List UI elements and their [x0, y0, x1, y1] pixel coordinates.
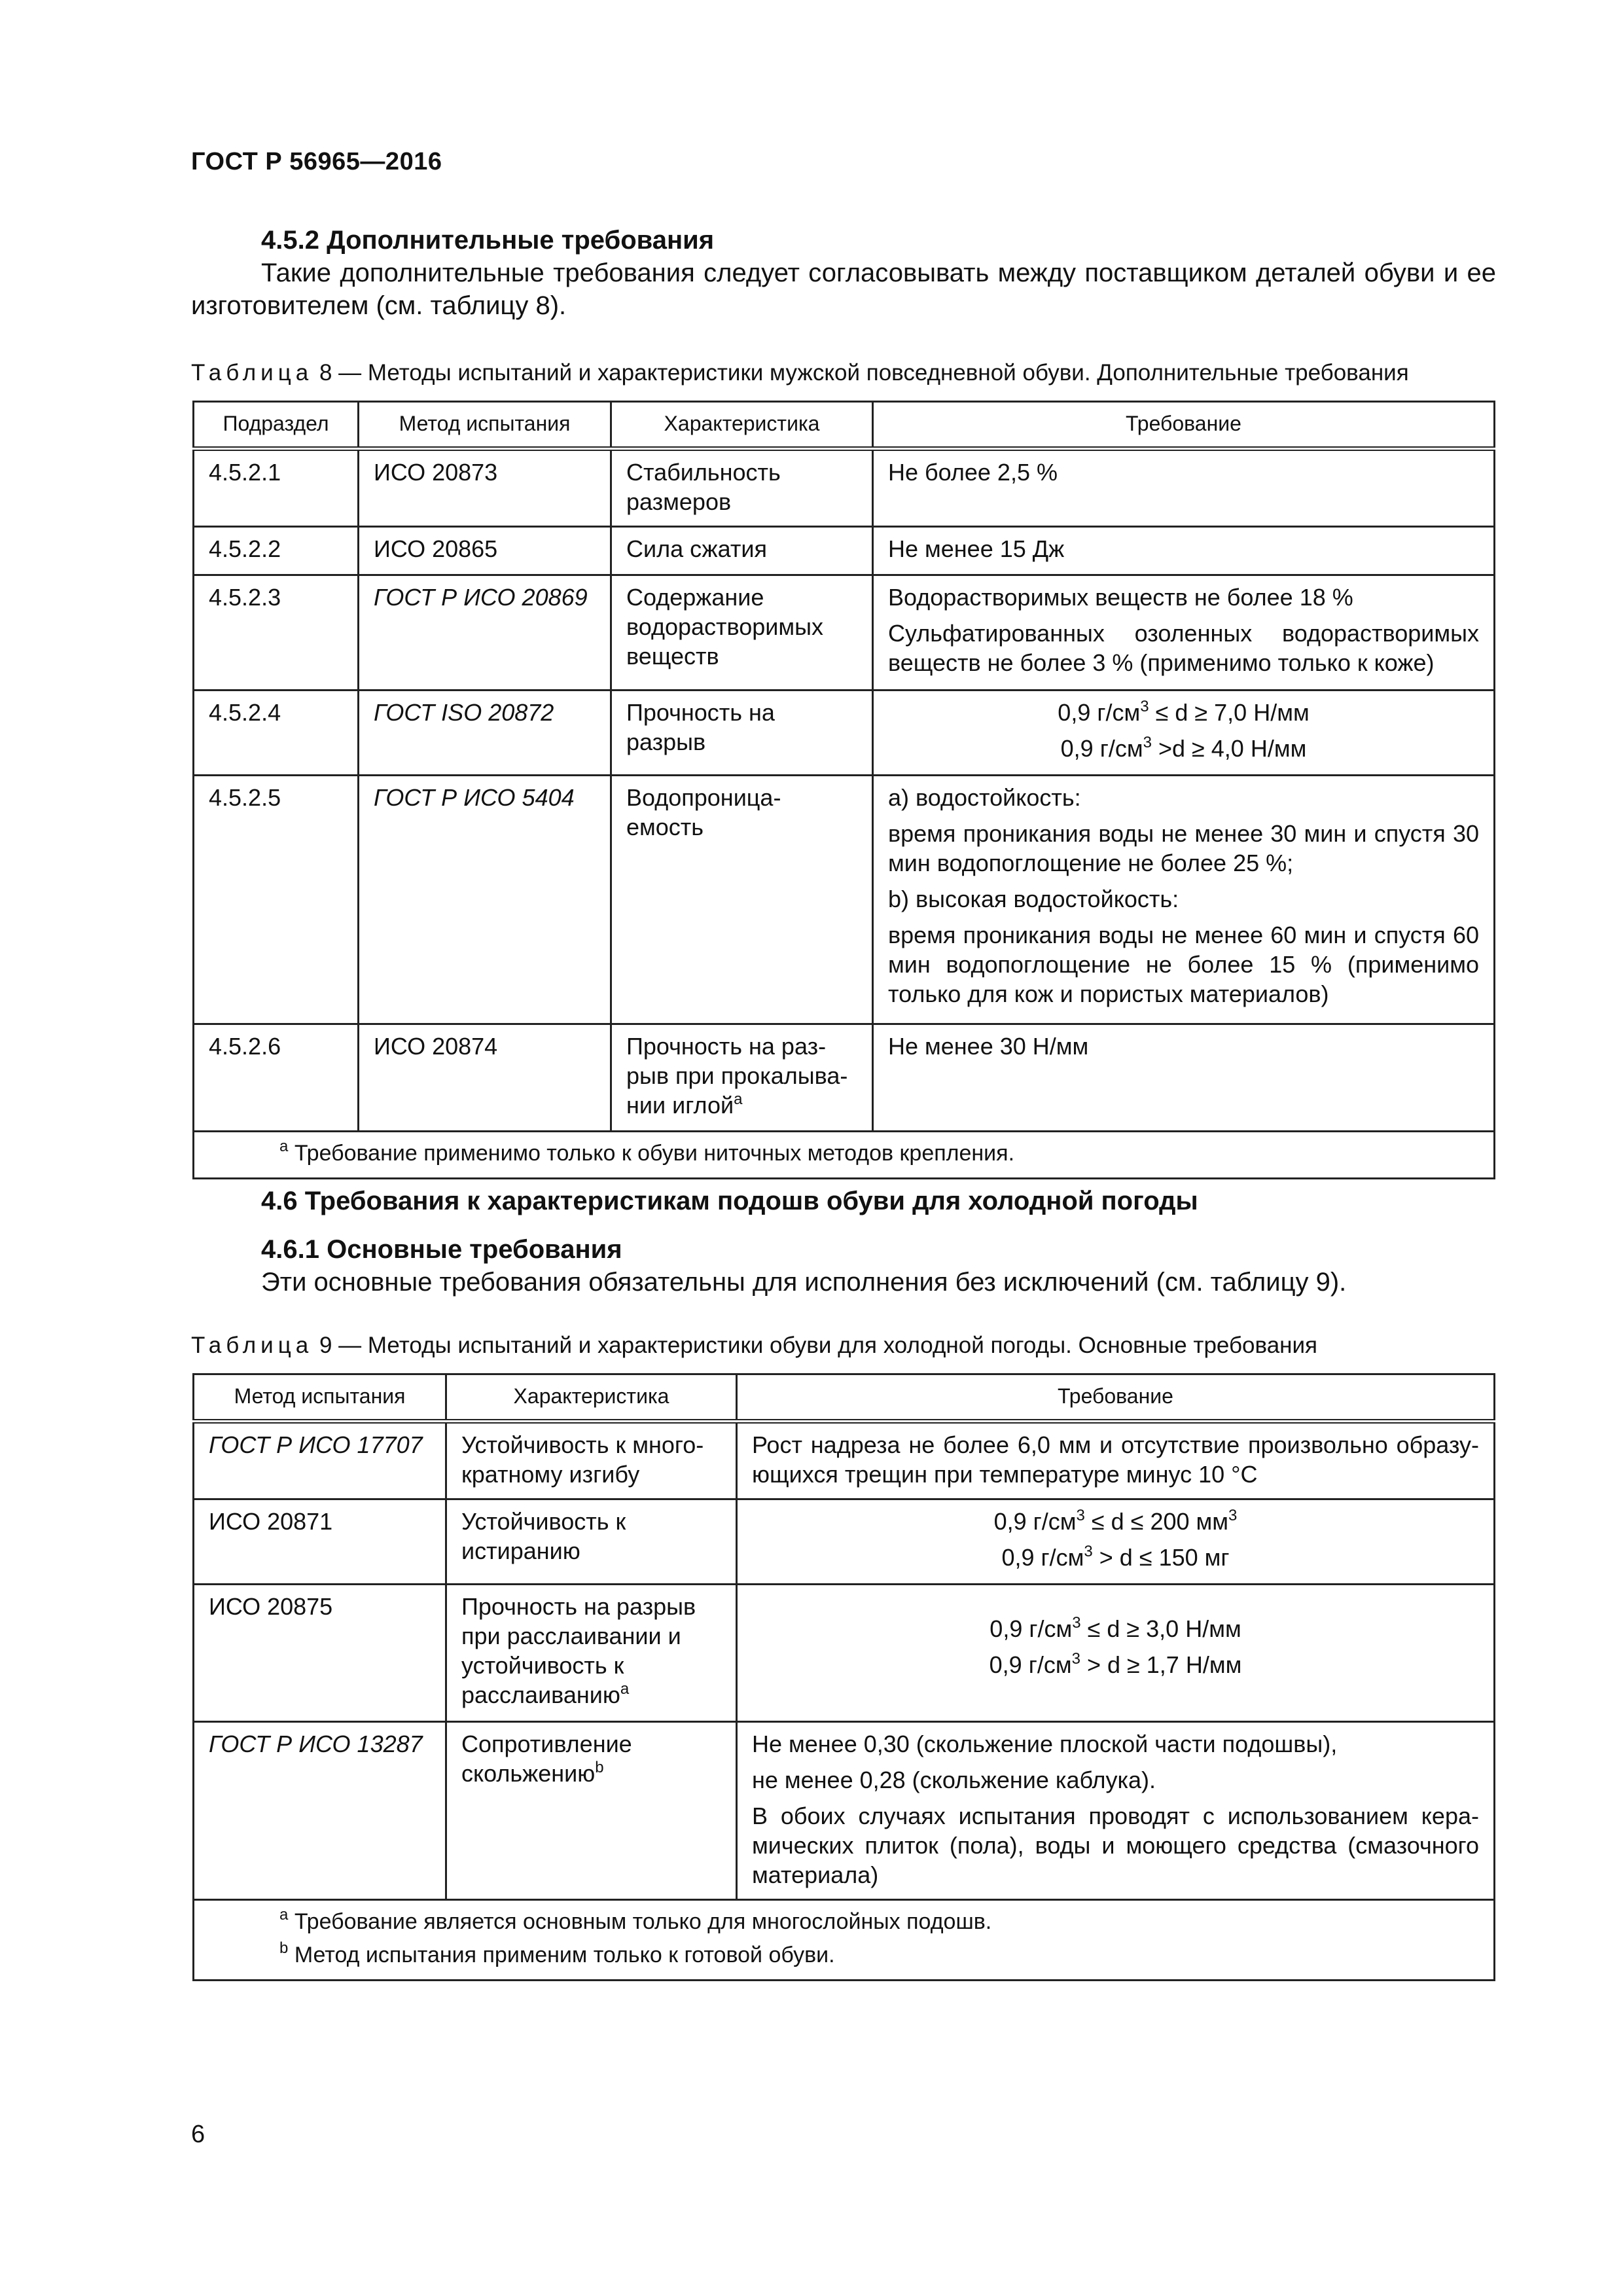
- method-cell: ГОСТ Р ИСО 13287: [194, 1722, 446, 1900]
- characteristic-cell: Содержание водорастворимых веществ: [611, 575, 873, 691]
- requirement-line: b) высокая водостойкость:: [888, 886, 1179, 912]
- column-header: Характеристика: [446, 1374, 737, 1422]
- table-row: [194, 449, 1495, 527]
- footnote-marker: a: [620, 1680, 630, 1698]
- method-cell: ГОСТ Р ИСО 20869: [359, 575, 611, 691]
- table-8-caption: [191, 359, 1500, 387]
- document-header: ГОСТ Р 56965—2016: [191, 148, 442, 175]
- method-cell: ИСО 20873: [359, 449, 611, 527]
- section-4-6-1: [191, 1233, 1496, 1299]
- caption-prefix: Таблица: [191, 360, 313, 386]
- formula-line: [752, 1507, 1479, 1536]
- superscript: 3: [1228, 1507, 1238, 1524]
- characteristic-cell: Стабильность размеров: [611, 449, 873, 527]
- requirement-line: а) водостойкость:: [888, 784, 1081, 811]
- requirement-line: В обоих случаях испытания проводят с использованием кера-мических плиток (пола), воды и моющего средства (смазочного материала): [752, 1803, 1479, 1888]
- requirement-line: Водорастворимых веществ не более 18 %: [888, 584, 1353, 611]
- subsection-cell: 4.5.2.5: [194, 776, 359, 1024]
- subsection-cell: 4.5.2.2: [194, 527, 359, 575]
- method-cell: ИСО 20875: [194, 1585, 446, 1722]
- table-row: [194, 1024, 1495, 1132]
- table-header-row: [194, 402, 1495, 449]
- method-cell: ИСО 20871: [194, 1499, 446, 1585]
- footnote-marker: a: [279, 1906, 289, 1924]
- section-heading: 4.6.1 Основные требования: [261, 1235, 622, 1264]
- requirement-line: Не более 2,5 %: [888, 459, 1058, 486]
- column-header: Требование: [873, 402, 1495, 449]
- requirement-cell: [873, 575, 1495, 691]
- formula-line: [888, 698, 1479, 727]
- superscript: 3: [1143, 734, 1152, 751]
- footnote-cell: [194, 1900, 1495, 1981]
- characteristic-cell: Водопроница-емость: [611, 776, 873, 1024]
- footnote-text: Требование является основным только для многослойных подошв.: [294, 1909, 992, 1934]
- table-9: [192, 1373, 1495, 1981]
- column-header: Метод испытания: [359, 402, 611, 449]
- characteristic-cell: Устойчивость к истиранию: [446, 1499, 737, 1585]
- requirement-cell: [873, 776, 1495, 1024]
- characteristic-cell: [446, 1722, 737, 1900]
- subsection-cell: 4.5.2.1: [194, 449, 359, 527]
- formula-part: 0,9 г/см: [1001, 1544, 1084, 1571]
- table-header-row: [194, 1374, 1495, 1422]
- requirement-line: не менее 0,28 (скольжение каблука).: [752, 1767, 1156, 1793]
- section-heading: 4.6 Требования к характеристикам подошв обуви для холодной погоды: [261, 1187, 1198, 1215]
- characteristic-cell: Сила сжатия: [611, 527, 873, 575]
- formula-line: [752, 1543, 1479, 1572]
- table-row: [194, 1585, 1495, 1722]
- table-row: [194, 527, 1495, 575]
- superscript: 3: [1140, 698, 1149, 715]
- requirement-cell: [737, 1499, 1495, 1585]
- requirement-cell: [737, 1422, 1495, 1499]
- superscript: 3: [1076, 1507, 1085, 1524]
- requirement-cell: [737, 1585, 1495, 1722]
- formula-part: > d ≥ 1,7 Н/мм: [1086, 1651, 1242, 1678]
- superscript: 3: [1072, 1614, 1081, 1632]
- table-row: [194, 575, 1495, 691]
- footnote-marker: b: [279, 1939, 289, 1957]
- table-8: [192, 401, 1495, 1179]
- footnote-marker: a: [279, 1138, 289, 1155]
- requirement-line: Сульфатированных озоленных водорастворимых веществ не более 3 % (применимо только к коже): [888, 620, 1479, 676]
- footnote-row: [194, 1900, 1495, 1981]
- requirement-line: Не менее 0,30 (скольжение плоской части подошвы),: [752, 1731, 1338, 1757]
- requirement-line: время проникания воды не менее 60 мин и спустя 60 мин водопоглощение не более 15 % (применимо только для кож и пористых материалов): [888, 922, 1479, 1007]
- formula-part: ≤ d ≤ 200 мм: [1091, 1508, 1229, 1535]
- footnote-row: [194, 1132, 1495, 1179]
- requirement-line: Рост надреза не более 6,0 мм и отсутствие произвольно образу-ющихся трещин при температуре минус 10 °С: [752, 1431, 1479, 1488]
- subsection-cell: 4.5.2.3: [194, 575, 359, 691]
- requirement-line: Не менее 15 Дж: [888, 535, 1065, 562]
- formula-line: [752, 1650, 1479, 1679]
- caption-text: 9 — Методы испытаний и характеристики обуви для холодной погоды. Основные требования: [319, 1333, 1317, 1358]
- column-header: Характеристика: [611, 402, 873, 449]
- footnote-marker: b: [595, 1759, 604, 1776]
- characteristic-text: Прочность на разрыв при расслаивании и устойчивость к расслаиванию: [461, 1593, 696, 1708]
- footnote: [279, 1139, 1479, 1168]
- section-heading: 4.5.2 Дополнительные требования: [261, 226, 715, 255]
- table-9-caption: [191, 1331, 1500, 1360]
- requirement-cell: [873, 1024, 1495, 1132]
- characteristic-cell: [611, 1024, 873, 1132]
- method-cell: ГОСТ Р ИСО 5404: [359, 776, 611, 1024]
- characteristic-cell: Прочность на разрыв: [611, 691, 873, 776]
- table-row: [194, 1499, 1495, 1585]
- subsection-cell: 4.5.2.4: [194, 691, 359, 776]
- formula-part: 0,9 г/см: [1060, 735, 1143, 762]
- requirement-cell: [873, 527, 1495, 575]
- characteristic-text: Сопротивление скольжению: [461, 1731, 632, 1787]
- footnote: [279, 1941, 1479, 1970]
- section-4-6: [191, 1185, 1496, 1217]
- method-cell: ГОСТ ISO 20872: [359, 691, 611, 776]
- formula-line: [888, 734, 1479, 763]
- superscript: 3: [1084, 1543, 1093, 1560]
- table-row: [194, 776, 1495, 1024]
- characteristic-text: Прочность на раз-рыв при прокалыва-нии иглой: [626, 1033, 848, 1119]
- requirement-cell: [873, 449, 1495, 527]
- section-4-5-2: [191, 224, 1496, 322]
- formula-line: [752, 1614, 1479, 1643]
- superscript: 3: [1071, 1650, 1080, 1668]
- formula-part: 0,9 г/см: [990, 1615, 1073, 1642]
- method-cell: ИСО 20865: [359, 527, 611, 575]
- caption-text: 8 — Методы испытаний и характеристики мужской повседневной обуви. Дополнительные требования: [319, 360, 1409, 386]
- characteristic-cell: [446, 1585, 737, 1722]
- footnote-marker: a: [734, 1090, 743, 1108]
- footnote-cell: [194, 1132, 1495, 1179]
- requirement-cell: [737, 1722, 1495, 1900]
- table-row: [194, 691, 1495, 776]
- footnote: [279, 1907, 1479, 1937]
- formula-part: ≤ d ≥ 7,0 Н/мм: [1155, 699, 1310, 726]
- subsection-cell: 4.5.2.6: [194, 1024, 359, 1132]
- requirement-cell: [873, 691, 1495, 776]
- column-header: Метод испытания: [194, 1374, 446, 1422]
- section-body: Эти основные требования обязательны для исполнения без исключений (см. таблицу 9).: [261, 1268, 1347, 1297]
- formula-part: 0,9 г/см: [989, 1651, 1072, 1678]
- formula-part: >d ≥ 4,0 Н/мм: [1158, 735, 1307, 762]
- footnote-text: Требование применимо только к обуви ниточных методов крепления.: [294, 1141, 1015, 1166]
- caption-prefix: Таблица: [191, 1333, 313, 1358]
- formula-part: 0,9 г/см: [993, 1508, 1077, 1535]
- section-body: Такие дополнительные требования следует согласовывать между поставщиком деталей обуви и ее изготовителем (см. таблицу 8).: [191, 259, 1496, 320]
- requirement-line: Не менее 30 Н/мм: [888, 1033, 1089, 1060]
- method-cell: ГОСТ Р ИСО 17707: [194, 1422, 446, 1499]
- method-cell: ИСО 20874: [359, 1024, 611, 1132]
- characteristic-cell: Устойчивость к много-кратному изгибу: [446, 1422, 737, 1499]
- footnote-text: Метод испытания применим только к готовой обуви.: [294, 1943, 835, 1967]
- table-row: [194, 1722, 1495, 1900]
- table-row: [194, 1422, 1495, 1499]
- formula-part: ≤ d ≥ 3,0 Н/мм: [1087, 1615, 1241, 1642]
- page-number: 6: [191, 2121, 205, 2148]
- column-header: Требование: [737, 1374, 1495, 1422]
- requirement-line: время проникания воды не менее 30 мин и спустя 30 мин водопоглощение не более 25 %;: [888, 820, 1479, 876]
- column-header: Подраздел: [194, 402, 359, 449]
- formula-part: 0,9 г/см: [1058, 699, 1141, 726]
- formula-part: > d ≤ 150 мг: [1099, 1544, 1230, 1571]
